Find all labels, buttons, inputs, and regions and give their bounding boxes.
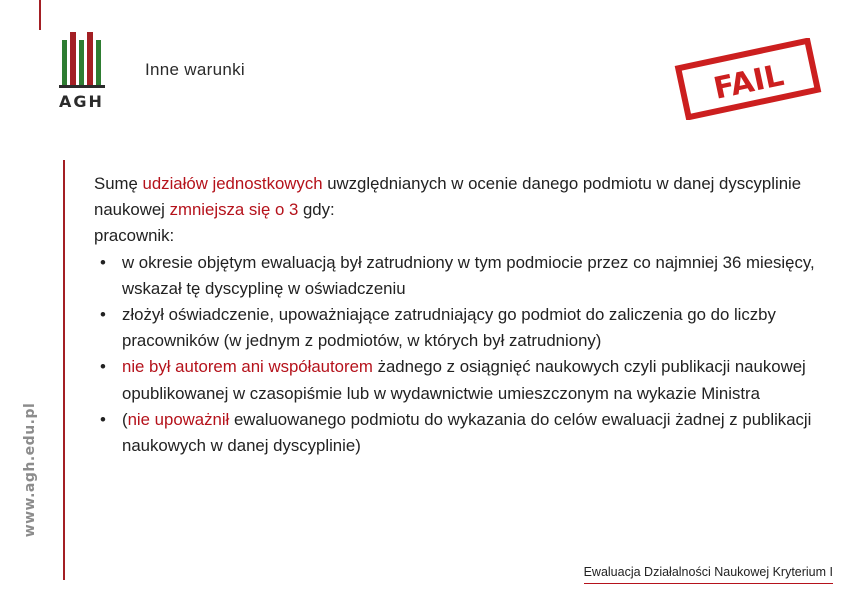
bullet-marker: • (100, 305, 106, 325)
highlighted-text: zmniejsza się o 3 (169, 200, 299, 220)
text-segment: ( (122, 409, 128, 429)
body-text (94, 171, 829, 459)
list-item (94, 302, 829, 354)
highlighted-text: udziałów jednostkowych (142, 174, 323, 193)
fail-stamp-text: FAIL (710, 57, 787, 107)
footer-caption: Ewaluacja Działalności Naukowej Kryterium I (584, 565, 833, 584)
conditions-list (94, 250, 829, 460)
side-accent-rule (63, 160, 65, 580)
agh-logo-text: AGH (59, 92, 104, 111)
fail-stamp-icon (668, 38, 828, 120)
agh-url-sidebar: www.agh.edu.pl (22, 402, 38, 538)
bullet-marker: • (100, 357, 106, 377)
highlighted-text: nie był autorem ani współautorem (122, 357, 373, 377)
text-segment: ewaluowanego podmiotu do wykazania do celów ewaluacji żadnej z publikacji naukowych w danej dyscyplinie) (122, 409, 812, 456)
top-accent-rule (39, 0, 41, 30)
list-item (94, 354, 829, 406)
text-segment: gdy: (298, 200, 335, 220)
text-segment: w okresie objętym ewaluacją był zatrudniony w tym podmiocie przez co najmniej 36 miesięcy, wskazał tę dyscyplinę w oświadczeniu (122, 252, 815, 298)
list-item (94, 250, 829, 302)
slide-title: Inne warunki (145, 60, 245, 79)
bullet-marker: • (100, 409, 106, 429)
text-segment: Sumę (94, 174, 143, 193)
intro-paragraph (94, 171, 829, 223)
highlighted-text: nie upoważnił (127, 409, 230, 429)
text-segment: żadnego z osiągnięć naukowych czyli publikacji naukowej opublikowanej w czasopiśmie lub w wydawnictwie umieszczonym na wykazie Ministra (122, 357, 806, 403)
subject-line: pracownik: (94, 226, 175, 246)
text-segment: złożył oświadczenie, upoważniające zatrudniający go podmiot do zaliczenia go do liczby pracowników (w jednym z podmiotów, w których był zatrudniony) (122, 305, 776, 351)
bullet-marker: • (100, 252, 106, 272)
text-segment: uwzględnianych w ocenie danego podmiotu w danej dyscyplinie naukowej (94, 174, 802, 220)
list-item (94, 407, 829, 459)
